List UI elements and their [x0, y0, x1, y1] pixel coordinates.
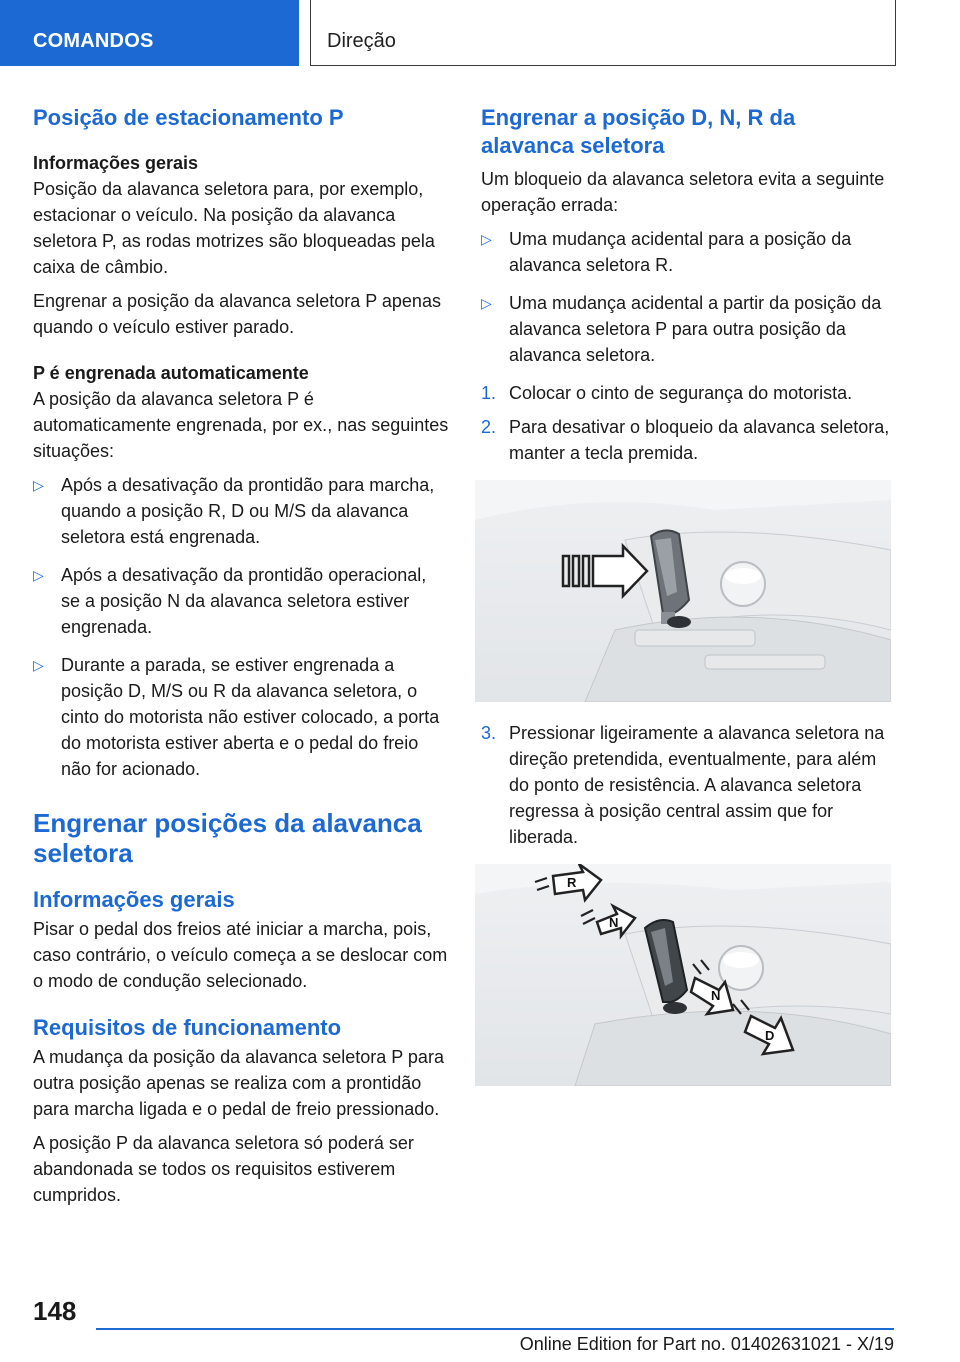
list-item: ▷ Durante a parada, se estiver engrenada a posição D, M/S ou R da alavanca seletora, o cinto do motorista não estiver colocado, a porta do motorista estiver aberta e o pedal do freio não for acionado. [33, 652, 449, 782]
triangle-bullet-icon: ▷ [481, 295, 492, 311]
paragraph: Um bloqueio da alavanca seletora evita a seguinte operação errada: [481, 169, 885, 215]
gear-selector-illustration [475, 480, 891, 702]
heading-general-info: Informações gerais [33, 887, 235, 912]
left-column [33, 104, 449, 1216]
step-item: 1. Colocar o cinto de segurança do motorista. [481, 380, 891, 406]
paragraph: A posição da alavanca seletora P é automaticamente engrenada, por ex., nas seguintes situações: [33, 389, 449, 461]
gear-selector-directions-illustration [475, 864, 891, 1086]
header-chapter-title: Direção [310, 0, 896, 66]
heading-requirements: Requisitos de funcionamento [33, 1015, 342, 1040]
figure-gear-selector-unlock [475, 480, 891, 702]
footer-edition: Online Edition for Part no. 01402631021 - X/19 [519, 1334, 894, 1354]
list-item: ▷ Após a desativação da prontidão operacional, se a posição N da alavanca seletora estiver engrenada. [33, 562, 449, 640]
triangle-bullet-icon: ▷ [33, 477, 44, 493]
step-number: 1. [481, 383, 497, 403]
triangle-bullet-icon: ▷ [33, 657, 44, 673]
figure-gear-selector-directions [475, 864, 891, 1086]
page-number: 148 [33, 1296, 77, 1326]
paragraph: Engrenar a posição da alavanca seletora P apenas quando o veículo estiver parado. [33, 291, 441, 337]
heading-engage-positions: Engrenar posições da alavanca seletora [33, 808, 422, 868]
paragraph: Pisar o pedal dos freios até iniciar a marcha, pois, caso contrário, o veículo começa a se deslocar com o modo de condução selecionado. [33, 919, 448, 991]
heading-engage-dnr: Engrenar a posição D, N, R da alavanca seletora [481, 105, 796, 158]
list-item: ▷ Uma mudança acidental a partir da posição da alavanca seletora P para outra posição da alavanca seletora. [481, 290, 891, 368]
direction-label-n-down: N [711, 988, 721, 1003]
right-column [481, 104, 891, 1104]
step-number: 2. [481, 417, 497, 437]
direction-label-d: D [765, 1028, 775, 1043]
triangle-bullet-icon: ▷ [33, 567, 44, 583]
paragraph: Posição da alavanca seletora para, por exemplo, estacionar o veículo. Na posição da alavanca seletora P, as rodas motrizes são bloqueadas pela caixa de câmbio. [33, 179, 435, 277]
subheading-general-info: Informações gerais [33, 153, 199, 173]
paragraph: A posição P da alavanca seletora só poderá ser abandonada se todos os requisitos estiverem cumpridos. [33, 1133, 414, 1205]
header-section-tab: COMANDOS [0, 0, 299, 66]
heading-parking-position: Posição de estacionamento P [33, 105, 344, 130]
paragraph: A mudança da posição da alavanca seletora P para outra posição apenas se realiza com a prontidão para marcha ligada e o pedal de freio pressionado. [33, 1047, 444, 1119]
step-item: 3. Pressionar ligeiramente a alavanca seletora na direção pretendida, eventualmente, para além do ponto de resistência. A alavanca seletora regressa à posição central assim que for liberada. [481, 720, 891, 850]
direction-label-n-up: N [609, 915, 619, 930]
list-item: ▷ Após a desativação da prontidão para marcha, quando a posição R, D ou M/S da alavanca seletora está engrenada. [33, 472, 449, 550]
triangle-bullet-icon: ▷ [481, 231, 492, 247]
footer-divider [96, 1328, 894, 1330]
direction-label-r: R [567, 875, 577, 890]
step-item: 2. Para desativar o bloqueio da alavanca seletora, manter a tecla premida. [481, 414, 891, 466]
subheading-auto-p: P é engrenada automaticamente [33, 363, 309, 383]
step-number: 3. [481, 723, 497, 743]
list-item: ▷ Uma mudança acidental para a posição da alavanca seletora R. [481, 226, 891, 278]
